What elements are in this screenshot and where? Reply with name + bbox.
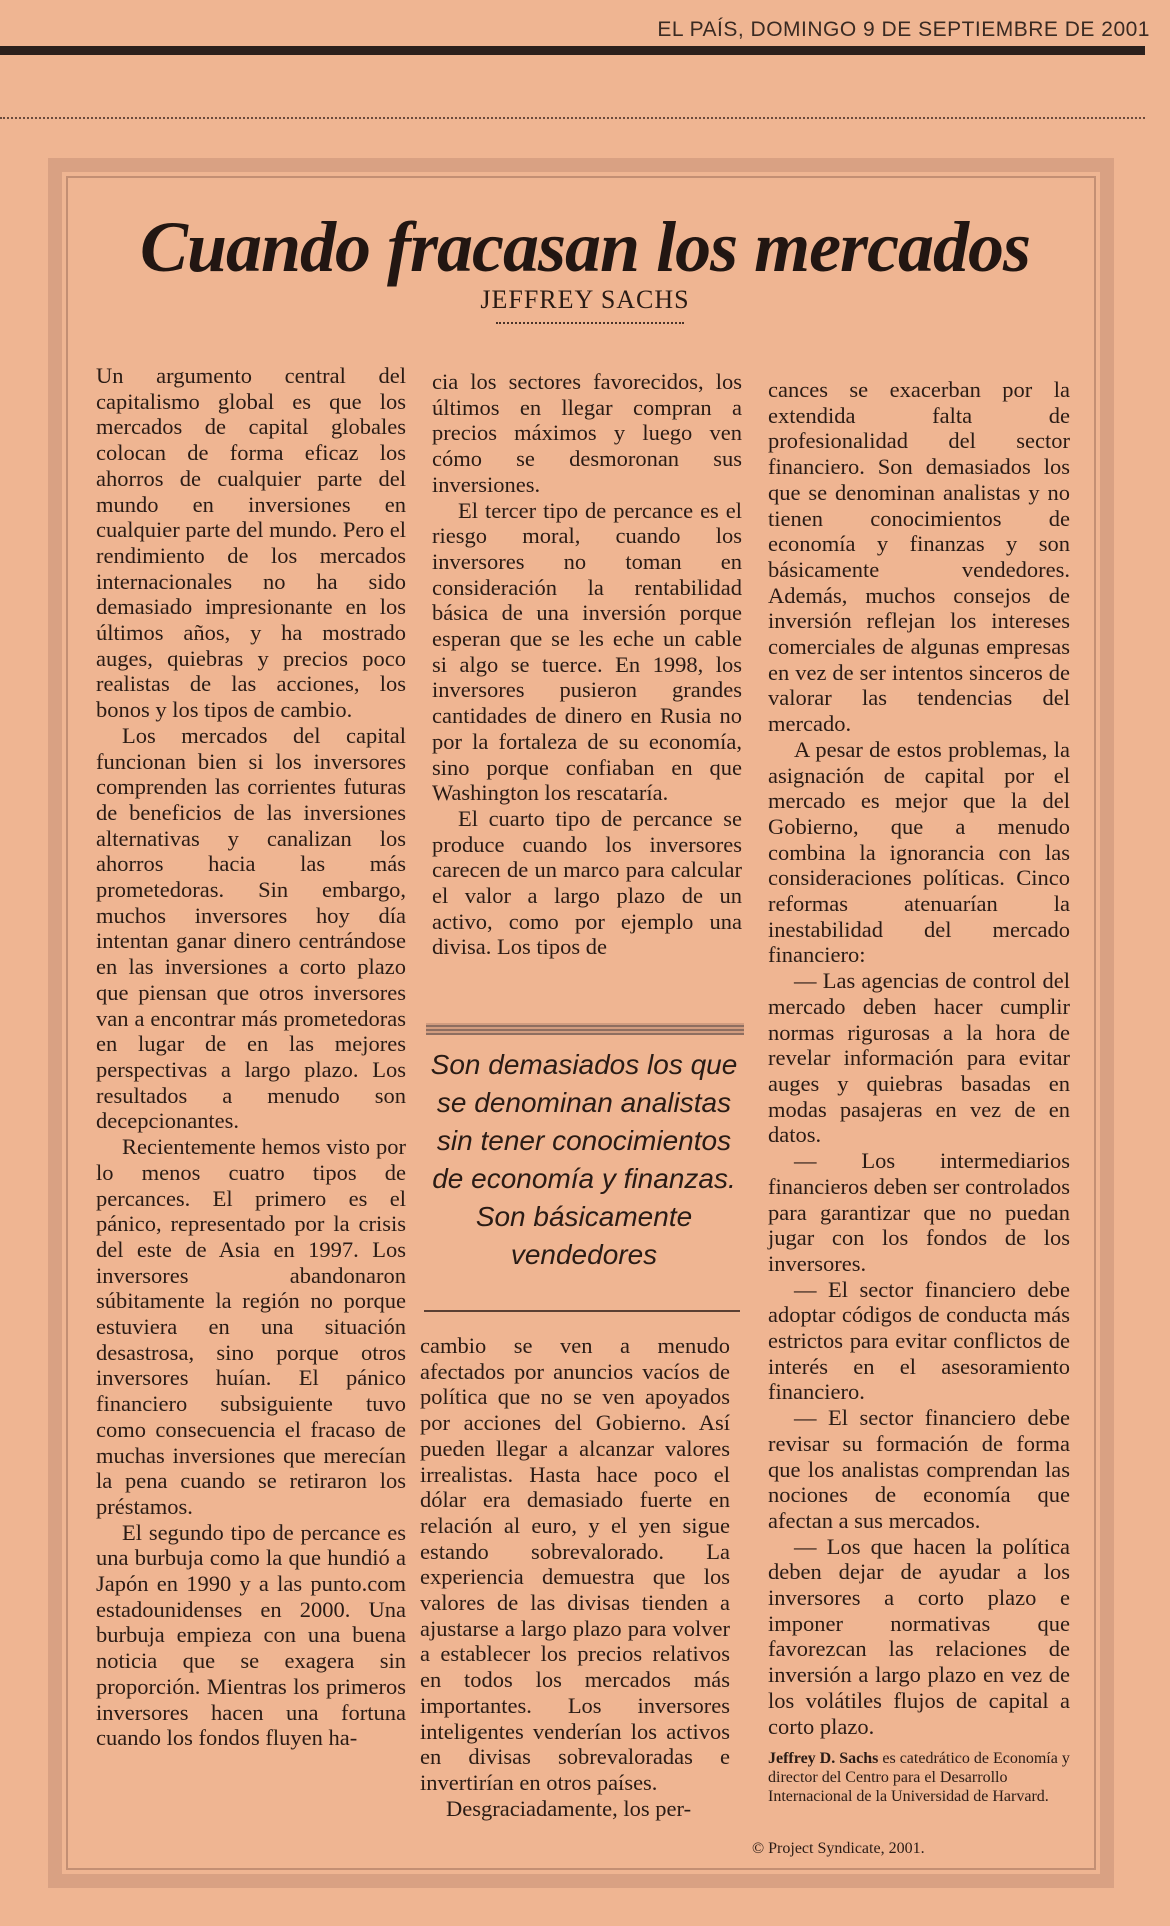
pullquote-top-bar (426, 1023, 744, 1035)
column-2-top (432, 369, 742, 960)
author-description: es catedrático de Economía y director del Centro para el Desarrollo Internacional de la Universidad de Harvard. (768, 1750, 1070, 1806)
article-byline: JEFFREY SACHS (480, 285, 690, 314)
reform-item: — El sector financiero debe revisar su formación de forma que los analistas comprendan las nociones de economía que afectan a sus mercados. (768, 1405, 1070, 1533)
author-bio (768, 1749, 1070, 1806)
paragraph: cambio se ven a menudo afectados por anuncios vacíos de política que no se ven apoyados por acciones del Gobierno. Así pueden llegar a alcanzar valores irrealistas. Hasta hace poco el dólar era demasiado fuerte en relación al euro, y el yen sigue estando sobrevalorado. La experiencia demuestra que los valores de las divisas tienden a ajustarse a largo plazo para volver a establecer los precios relativos en todos los mercados más importantes. Los inversores inteligentes venderían los activos en divisas sobrevaloradas e invertirían en otros países. (420, 1333, 730, 1795)
column-3 (768, 377, 1070, 1806)
pullquote-bottom-rule (424, 1310, 740, 1312)
reform-item: — Las agencias de control del mercado deben hacer cumplir normas rigurosas a la hora de revelar información para evitar auges y quiebras basadas en modas pasajeras en vez de en datos. (768, 968, 1070, 1148)
column-2-bottom (420, 1333, 730, 1821)
pullquote: Son demasiados los que se denominan analistas sin tener conocimientos de economía y finanzas. Son básicamente vendedores (430, 1049, 738, 1270)
masthead-rule (0, 46, 1145, 55)
newspaper-masthead: EL PAÍS, DOMINGO 9 DE SEPTIEMBRE DE 2001 (657, 18, 1150, 41)
reform-item: — Los que hacen la política deben dejar de ayudar a los inversores a corto plazo e imponer normativas que favorezcan las relaciones de inversión a largo plazo en vez de los volátiles flujos de capital a corto plazo. (768, 1533, 1070, 1739)
paragraph: Recientemente hemos visto por lo menos cuatro tipos de percances. El primero es el pánico, representado por la crisis del este de Asia en 1997. Los inversores abandonaron súbitamente la región no porque estuviera en una situación desastrosa, sino porque otros inversores huían. El pánico financiero subsiguiente tuvo como consecuencia el fracaso de muchas inversiones que merecían la pena cuando se retiraron los préstamos. (96, 1134, 406, 1519)
reform-item: — El sector financiero debe adoptar códigos de conducta más estrictos para evitar conflictos de interés en el asesoramiento financiero. (768, 1276, 1070, 1405)
article-headline: Cuando fracasan los mercados (139, 207, 1031, 287)
reform-item: — Los intermediarios financieros deben ser controlados para garantizar que no puedan jugar con los fondos de los inversores. (768, 1148, 1070, 1276)
paragraph: A pesar de estos problemas, la asignación de capital por el mercado es mejor que la del Gobierno, que a menudo combina la ignorancia con las consideraciones políticas. Cinco reformas atenuarían la inestabilidad del mercado financiero: (768, 736, 1070, 968)
paragraph: El tercer tipo de percance es el riesgo moral, cuando los inversores no toman en consideración la rentabilidad básica de una inversión porque esperan que se les eche un cable si algo se tuerce. En 1998, los inversores pusieron grandes cantidades de dinero en Rusia no por la fortaleza de su economía, sino porque confiaban en que Washington los rescataría. (432, 497, 742, 806)
paragraph: El segundo tipo de percance es una burbuja como la que hundió a Japón en 1990 y a las punto.com estadounidenses en 2000. Una burbuja empieza con una buena noticia que se exagera sin proporción. Mientras los primeros inversores hacen una fortuna cuando los fondos fluyen ha- (96, 1519, 406, 1751)
paragraph: cances se exacerban por la extendida falta de profesionalidad del sector financiero. Son demasiados los que se denominan analistas y no tienen conocimientos de economía y finanzas y son básicamente vendedores. Además, muchos consejos de inversión reflejan los intereses comerciales de algunas empresas en vez de ser intentos sinceros de valorar las tendencias del mercado. (768, 377, 1070, 737)
author-name: Jeffrey D. Sachs (768, 1750, 879, 1768)
column-1 (96, 363, 406, 1751)
paragraph: cia los sectores favorecidos, los últimos en llegar compran a precios máximos y luego ven cómo se desmoronan sus inversiones. (432, 369, 742, 497)
byline-underline (496, 322, 684, 324)
paragraph: Desgraciadamente, los per- (446, 1795, 692, 1821)
copyright-notice: © Project Syndicate, 2001. (752, 1840, 925, 1857)
paragraph: Los mercados del capital funcionan bien si los inversores comprenden las corrientes futuras de beneficios de las inversiones alternativas y canalizan los ahorros hacia las más prometedoras. Sin embargo, muchos inversores hoy día intentan ganar dinero centrándose en las inversiones a corto plazo que piensan que otros inversores van a encontrar más prometedoras en lugar de en las mejores perspectivas a largo plazo. Los resultados a menudo son decepcionantes. (96, 722, 406, 1134)
paragraph: Un argumento central del capitalismo global es que los mercados de capital globales colocan de forma eficaz los ahorros de cualquier parte del mundo en inversiones en cualquier parte del mundo. Pero el rendimiento de los mercados internacionales no ha sido demasiado impresionante en los últimos años, y ha mostrado auges, quiebras y precios poco realistas de las acciones, los bonos y los tipos de cambio. (96, 363, 406, 723)
paragraph: El cuarto tipo de percance se produce cuando los inversores carecen de un marco para calcular el valor a largo plazo de un activo, como por ejemplo una divisa. Los tipos de (432, 805, 742, 960)
dotted-divider (0, 117, 1145, 119)
